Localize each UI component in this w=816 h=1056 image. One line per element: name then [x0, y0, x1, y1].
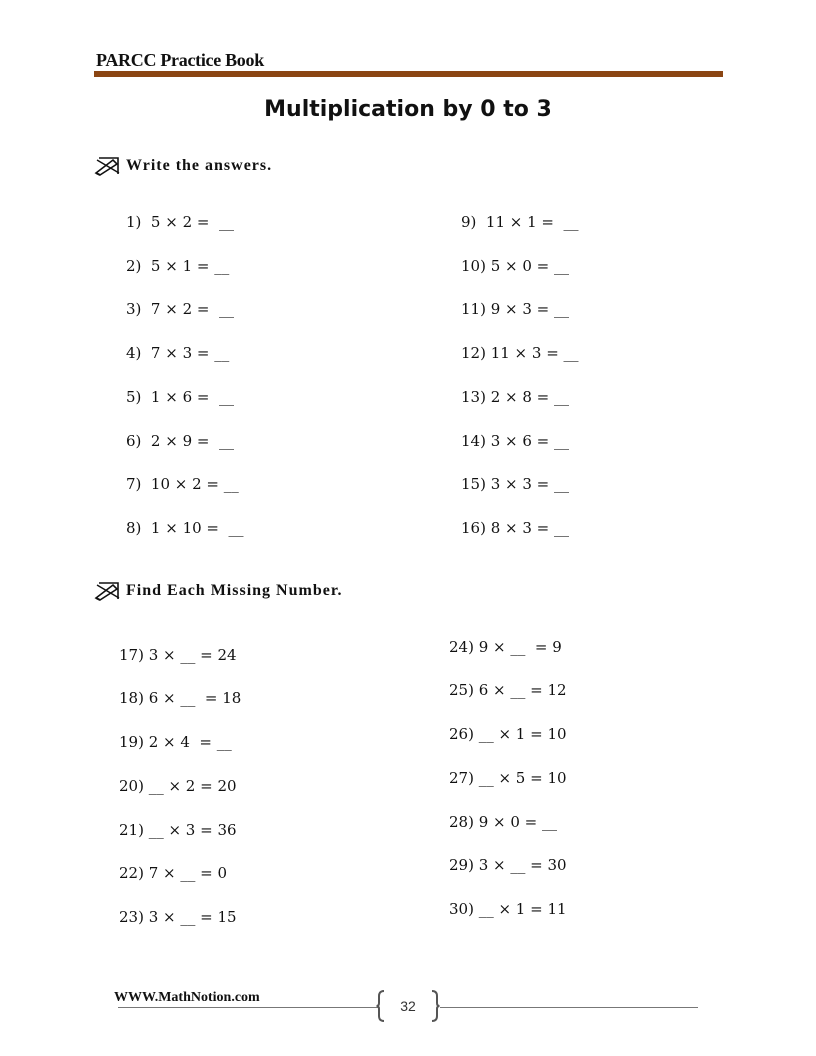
- problem-23: 23) 3 × __ = 15: [119, 908, 237, 926]
- problem-26: 26) __ × 1 = 10: [449, 725, 567, 743]
- problem-30: 30) __ × 1 = 11: [449, 900, 567, 918]
- problem-25: 25) 6 × __ = 12: [449, 681, 567, 699]
- pencil-icon: [94, 156, 122, 176]
- problem-13: 13) 2 × 8 = __: [461, 388, 570, 406]
- problem-18: 18) 6 × __ = 18: [119, 689, 242, 707]
- pencil-icon: [94, 581, 122, 601]
- problem-3: 3) 7 × 2 = __: [126, 300, 234, 318]
- section-heading-label: Write the answers.: [126, 157, 273, 174]
- problem-28: 28) 9 × 0 = __: [449, 813, 558, 831]
- problem-6: 6) 2 × 9 = __: [126, 432, 234, 450]
- problem-16: 16) 8 × 3 = __: [461, 519, 570, 537]
- section-heading-label: Find Each Missing Number.: [126, 582, 343, 599]
- problem-29: 29) 3 × __ = 30: [449, 856, 567, 874]
- problem-10: 10) 5 × 0 = __: [461, 257, 570, 275]
- footer-rule-right: [440, 1007, 698, 1008]
- problem-15: 15) 3 × 3 = __: [461, 475, 570, 493]
- problem-21: 21) __ × 3 = 36: [119, 821, 237, 839]
- problem-20: 20) __ × 2 = 20: [119, 777, 237, 795]
- problem-12: 12) 11 × 3 = __: [461, 344, 579, 362]
- problem-22: 22) 7 × __ = 0: [119, 864, 228, 882]
- problem-24: 24) 9 × __ = 9: [449, 638, 562, 656]
- section-heading-missing-number: [94, 580, 342, 602]
- section-heading-write-answers: [94, 155, 272, 177]
- problem-1: 1) 5 × 2 = __: [126, 213, 234, 231]
- footer-website: WWW.MathNotion.com: [114, 990, 260, 1005]
- problem-14: 14) 3 × 6 = __: [461, 432, 570, 450]
- problem-2: 2) 5 × 1 = __: [126, 257, 230, 275]
- problem-5: 5) 1 × 6 = __: [126, 388, 234, 406]
- book-title: PARCC Practice Book: [96, 50, 264, 70]
- right-bracket-icon: [430, 990, 440, 1022]
- problem-19: 19) 2 × 4 = __: [119, 733, 232, 751]
- problem-7: 7) 10 × 2 = __: [126, 475, 239, 493]
- problem-9: 9) 11 × 1 = __: [461, 213, 579, 231]
- problem-4: 4) 7 × 3 = __: [126, 344, 230, 362]
- page-title: Multiplication by 0 to 3: [264, 97, 552, 122]
- problem-8: 8) 1 × 10 = __: [126, 519, 244, 537]
- problem-11: 11) 9 × 3 = __: [461, 300, 570, 318]
- problem-17: 17) 3 × __ = 24: [119, 646, 237, 664]
- footer-rule-left: [118, 1007, 378, 1008]
- header-rule: [94, 71, 723, 77]
- left-bracket-icon: [376, 990, 386, 1022]
- page-number: 32: [400, 998, 416, 1014]
- problem-27: 27) __ × 5 = 10: [449, 769, 567, 787]
